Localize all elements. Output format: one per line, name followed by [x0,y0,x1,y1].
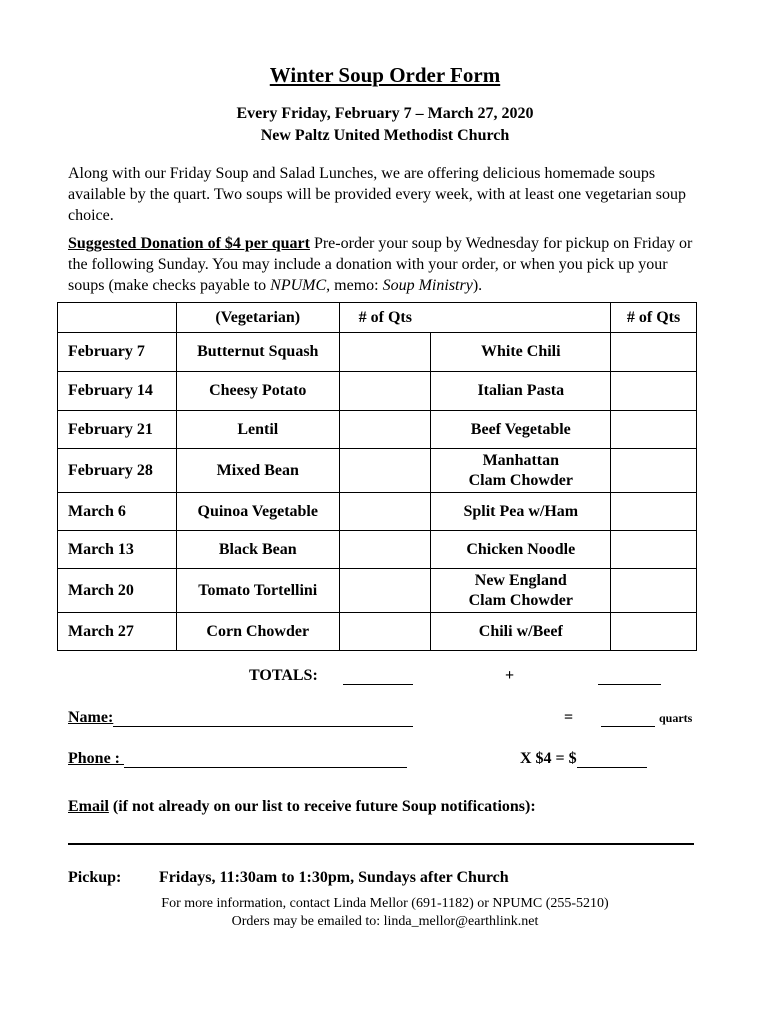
table-row [58,569,697,613]
veg-qty-cell[interactable] [339,333,431,372]
soup-table [57,302,697,651]
plus-sign: + [505,667,515,684]
date-cell: March 20 [58,569,177,613]
other-qty-cell[interactable] [611,613,697,651]
header-cell [58,303,177,333]
other-soup-cell: Manhattan Clam Chowder [431,449,611,493]
veg-total-field[interactable] [343,667,413,685]
other-qty-cell[interactable] [611,411,697,449]
header-cell: (Vegetarian) [176,303,339,333]
other-qty-cell[interactable] [611,449,697,493]
veg-qty-cell[interactable] [339,493,431,531]
amount-row [520,750,647,768]
phone-label: Phone : [68,750,124,767]
veg-qty-cell[interactable] [339,569,431,613]
other-qty-cell[interactable] [611,372,697,411]
name-row [68,709,413,727]
vegetarian-soup-cell: Cheesy Potato [176,372,339,411]
name-field[interactable] [113,710,413,727]
other-soup-cell: Italian Pasta [431,372,611,411]
table-header-row [58,303,697,333]
veg-qty-cell[interactable] [339,372,431,411]
other-qty-cell[interactable] [611,333,697,372]
phone-field[interactable] [124,751,407,768]
amount-field[interactable] [577,751,647,768]
table-row [58,613,697,651]
veg-qty-cell[interactable] [339,531,431,569]
totals-label: TOTALS: [249,667,318,684]
memo: Soup Ministry [382,277,473,294]
header-cell: # of Qts [611,303,697,333]
quarts-total-field[interactable] [601,709,692,727]
vegetarian-soup-cell: Tomato Tortellini [176,569,339,613]
date-cell: February 28 [58,449,177,493]
church-name: New Paltz United Methodist Church [260,127,510,144]
vegetarian-soup-cell: Black Bean [176,531,339,569]
other-qty-cell[interactable] [611,569,697,613]
name-label: Name: [68,709,114,726]
donation-paragraph [68,233,708,296]
other-qty-cell[interactable] [611,493,697,531]
page-title: Winter Soup Order Form [269,63,501,87]
email-field[interactable] [68,843,694,845]
donation-text-3: ). [472,277,483,294]
multiply-label: X $4 = $ [520,750,577,767]
header-cell: # of Qts [339,303,431,333]
donation-text-2: , memo: [326,277,383,294]
other-soup-cell: Beef Vegetable [431,411,611,449]
date-cell: February 7 [58,333,177,372]
vegetarian-soup-cell: Corn Chowder [176,613,339,651]
other-soup-cell: Chicken Noodle [431,531,611,569]
date-cell: March 6 [58,493,177,531]
other-soup-cell: Chili w/Beef [431,613,611,651]
veg-qty-cell[interactable] [339,613,431,651]
other-total-field[interactable] [598,667,661,685]
table-row [58,449,697,493]
donation-text-1: Pre-order your soup by Wednesday for pickup on Friday or the following Sunday. You may include a donation with your order, or when you pick up your soups (make checks payable to [68,235,693,294]
table-row [58,411,697,449]
table-row [58,531,697,569]
email-row [68,798,536,816]
veg-qty-cell[interactable] [339,411,431,449]
table-row [58,333,697,372]
date-cell: February 14 [58,372,177,411]
intro-paragraph: Along with our Friday Soup and Salad Lunches, we are offering delicious homemade soups available by the quart. Two soups will be provided every week, with at least one vegetarian soup choice. [68,165,686,224]
phone-row [68,750,407,768]
date-range: Every Friday, February 7 – March 27, 2020 [236,105,534,122]
header-cell [431,303,611,333]
vegetarian-soup-cell: Lentil [176,411,339,449]
vegetarian-soup-cell: Mixed Bean [176,449,339,493]
pickup-label: Pickup: [68,869,122,886]
veg-qty-cell[interactable] [339,449,431,493]
other-soup-cell: White Chili [431,333,611,372]
date-cell: February 21 [58,411,177,449]
pickup-text: Fridays, 11:30am to 1:30pm, Sundays after Church [159,869,509,886]
email-label: Email [68,798,109,815]
date-cell: March 13 [58,531,177,569]
donation-label: Suggested Donation of $4 per quart [68,235,310,252]
date-cell: March 27 [58,613,177,651]
other-qty-cell[interactable] [611,531,697,569]
other-soup-cell: Split Pea w/Ham [431,493,611,531]
vegetarian-soup-cell: Butternut Squash [176,333,339,372]
table-row [58,493,697,531]
contact-info: For more information, contact Linda Mellor (691-1182) or NPUMC (255-5210) [161,896,609,911]
email-note: (if not already on our list to receive future Soup notifications): [108,798,536,815]
vegetarian-soup-cell: Quinoa Vegetable [176,493,339,531]
email-info: Orders may be emailed to: linda_mellor@earthlink.net [231,914,539,929]
payee: NPUMC [270,277,327,294]
equals-sign: = [564,709,574,726]
table-row [58,372,697,411]
other-soup-cell: New England Clam Chowder [431,569,611,613]
quarts-label: quarts [659,711,693,725]
